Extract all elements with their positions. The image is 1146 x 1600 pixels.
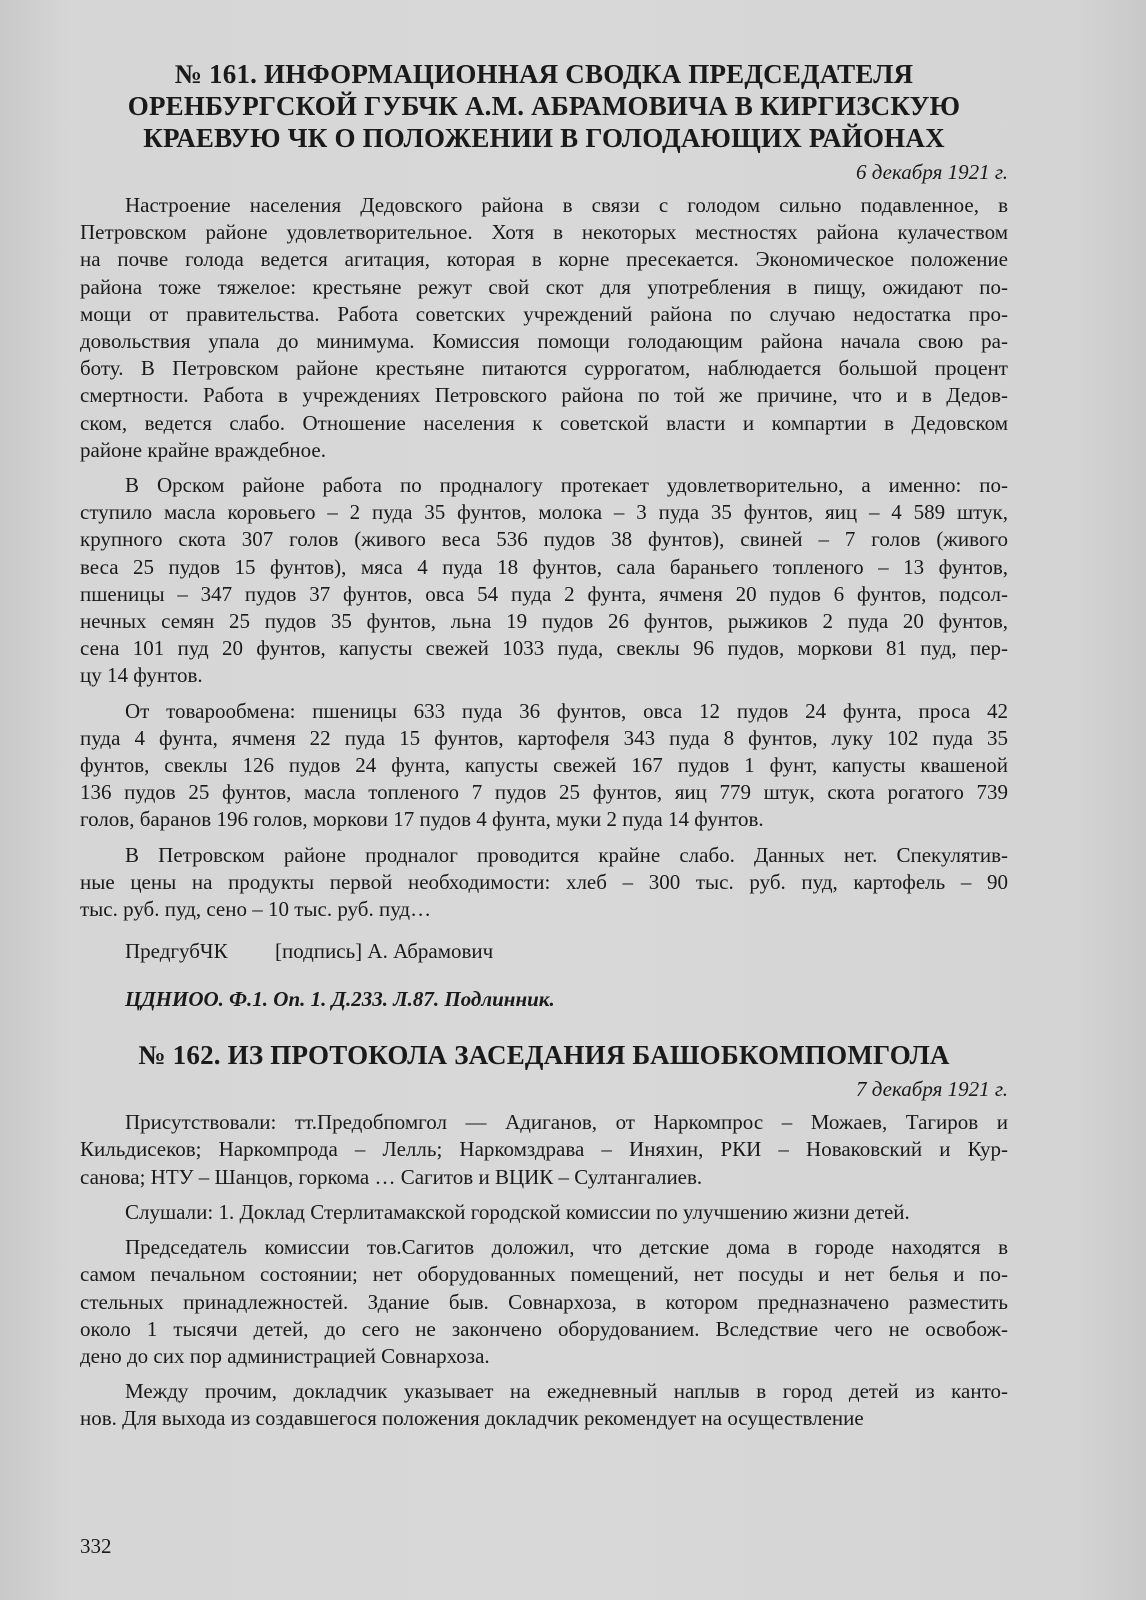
text-line: ступило масла коровьего – 2 пуда 35 фунтов, молока – 3 пуда 35 фунтов, яиц – 4 589 штук, <box>80 500 1008 525</box>
text-line: смертности. Работа в учреждениях Петровского района по той же причине, что и в Дедов- <box>80 383 1008 408</box>
text-line: От товарообмена: пшеницы 633 пуда 36 фунтов, овса 12 пудов 24 фунта, проса 42 <box>125 698 1008 723</box>
paragraph <box>80 1234 1008 1370</box>
document-body <box>80 192 1008 923</box>
paragraph <box>80 842 1008 924</box>
text-line: веса 25 пудов 15 фунтов), мяса 4 пуда 18 фунтов, сала бараньего топленого – 13 фунтов, <box>80 554 1008 579</box>
paragraph <box>80 472 1008 690</box>
text-line: Настроение населения Дедовского района в связи с голодом сильно подавленное, в <box>125 193 1008 217</box>
document-date: 6 декабря 1921 г. <box>856 160 1008 184</box>
document-body <box>80 1109 1008 1432</box>
text-line: цу 14 фунтов. <box>80 663 203 688</box>
text-line: нечных семян 25 пудов 35 фунтов, льна 19 пудов 26 фунтов, рыжиков 2 пуда 20 фунтов, <box>80 609 1008 634</box>
text-line: ные цены на продукты первой необходимости: хлеб – 300 тыс. руб. пуд, картофель – 90 <box>80 869 1008 894</box>
text-line: тыс. руб. пуд, сено – 10 тыс. руб. пуд… <box>80 897 432 922</box>
text-line: стельных принадлежностей. Здание быв. Совнархоза, в котором предназначено разместить <box>80 1289 1008 1314</box>
text-line: пшеницы – 347 пудов 37 фунтов, овса 54 пуда 2 фунта, ячменя 20 пудов 6 фунтов, подсол- <box>80 581 1008 606</box>
text-line: мощи от правительства. Работа советских учреждений района по случаю недостатка про- <box>80 301 1008 326</box>
paragraph <box>80 1378 1008 1432</box>
text-line: фунтов, свеклы 126 пудов 24 фунта, капусты свежей 167 пудов 1 фунт, капусты квашеной <box>80 753 1008 778</box>
text-line: голов, баранов 196 голов, моркови 17 пудов 4 фунта, муки 2 пуда 14 фунтов. <box>80 807 764 832</box>
text-line: ском, ведется слабо. Отношение населения к советской власти и компартии в Дедовском <box>80 410 1008 435</box>
archival-source: ЦДНИОО. Ф.1. Оп. 1. Д.233. Л.87. Подлинник. <box>125 987 555 1012</box>
text-line: крупного скота 307 голов (живого веса 536 пудов 38 фунтов), свиней – 7 голов (живого <box>80 527 1008 552</box>
text-line: нов. Для выхода из создавшегося положения докладчик рекомендует на осуществление <box>80 1406 864 1431</box>
title-line: ОРЕНБУРГСКОЙ ГУБЧК А.М. АБРАМОВИЧА В КИРГИЗСКУЮ <box>127 91 961 121</box>
text-line: санова; НТУ – Шанцов, горкома … Сагитов и ВЦИК – Султангалиев. <box>80 1164 703 1189</box>
text-line: сена 101 пуд 20 фунтов, капусты свежей 1033 пуда, свеклы 96 пудов, моркови 81 пуд, пер- <box>80 636 1008 661</box>
text-line: Слушали: 1. Доклад Стерлитамакской городской комиссии по улучшению жизни детей. <box>125 1199 910 1224</box>
text-line: довольствия упала до минимума. Комиссия помощи голодающим района начала свою ра- <box>80 329 1008 354</box>
text-line: Кильдисеков; Наркомпрода – Лелль; Наркомздрава – Иняхин, РКИ – Новаковский и Кур- <box>80 1137 1008 1162</box>
text-line: боту. В Петровском районе крестьяне питаются суррогатом, наблюдается большой процент <box>80 356 1008 381</box>
title-line: № 161. ИНФОРМАЦИОННАЯ СВОДКА ПРЕДСЕДАТЕЛЯ <box>174 59 914 89</box>
paragraph <box>80 698 1008 834</box>
text-line: В Орском районе работа по продналогу протекает удовлетворительно, а именно: по- <box>125 473 1008 498</box>
text-line: на почве голода ведется агитация, которая в корне пресекается. Экономическое положение <box>80 247 1008 272</box>
paragraph <box>80 1109 1008 1191</box>
text-line: пуда 4 фунта, ячменя 22 пуда 15 фунтов, картофеля 343 пуда 8 фунтов, луку 102 пуда 35 <box>80 725 1008 750</box>
text-line: района тоже тяжелое: крестьяне режут свой скот для употребления в пищу, ожидают по- <box>80 274 1008 299</box>
title-line: КРАЕВУЮ ЧК О ПОЛОЖЕНИИ В ГОЛОДАЮЩИХ РАЙОНАХ <box>143 123 945 153</box>
document-title: № 162. ИЗ ПРОТОКОЛА ЗАСЕДАНИЯ БАШОБКОМПОМГОЛА <box>138 1040 950 1071</box>
signature-block <box>80 937 1008 965</box>
text-line: дено до сих пор администрацией Совнархоза. <box>80 1343 490 1368</box>
document-162 <box>80 1039 1008 1432</box>
document-title <box>80 58 1008 154</box>
text-line: 136 пудов 25 фунтов, масла топленого 7 пудов 25 фунтов, яиц 779 штук, скота рогатого 739 <box>80 780 1008 805</box>
paragraph <box>80 1199 1008 1226</box>
signatory-role: ПредгубЧК <box>125 939 228 964</box>
text-line: самом печальном состоянии; нет оборудованных помещений, нет посуды и нет белья и по- <box>80 1262 1008 1287</box>
paragraph <box>80 192 1008 464</box>
text-line: около 1 тысячи детей, до сего не закончено оборудованием. Вследствие чего не освобож- <box>80 1316 1008 1341</box>
text-line: В Петровском районе продналог проводится крайне слабо. Данных нет. Спекулятив- <box>125 842 1008 867</box>
text-line: Присутствовали: тт.Предобпомгол — Адиганов, от Наркомпрос – Можаев, Тагиров и <box>125 1110 1008 1135</box>
text-line: Председатель комиссии тов.Сагитов доложил, что детские дома в городе находятся в <box>125 1235 1008 1260</box>
signatory-name: [подпись] А. Абрамович <box>275 939 494 964</box>
document-date: 7 декабря 1921 г. <box>856 1077 1008 1102</box>
text-line: районе крайне враждебное. <box>80 437 326 462</box>
text-line: Петровском районе удовлетворительное. Хотя в некоторых местностях района кулачеством <box>80 220 1008 245</box>
text-line: Между прочим, докладчик указывает на ежедневный наплыв в город детей из канто- <box>125 1379 1008 1404</box>
page-number: 332 <box>80 1534 112 1558</box>
document-161 <box>80 58 1008 1013</box>
